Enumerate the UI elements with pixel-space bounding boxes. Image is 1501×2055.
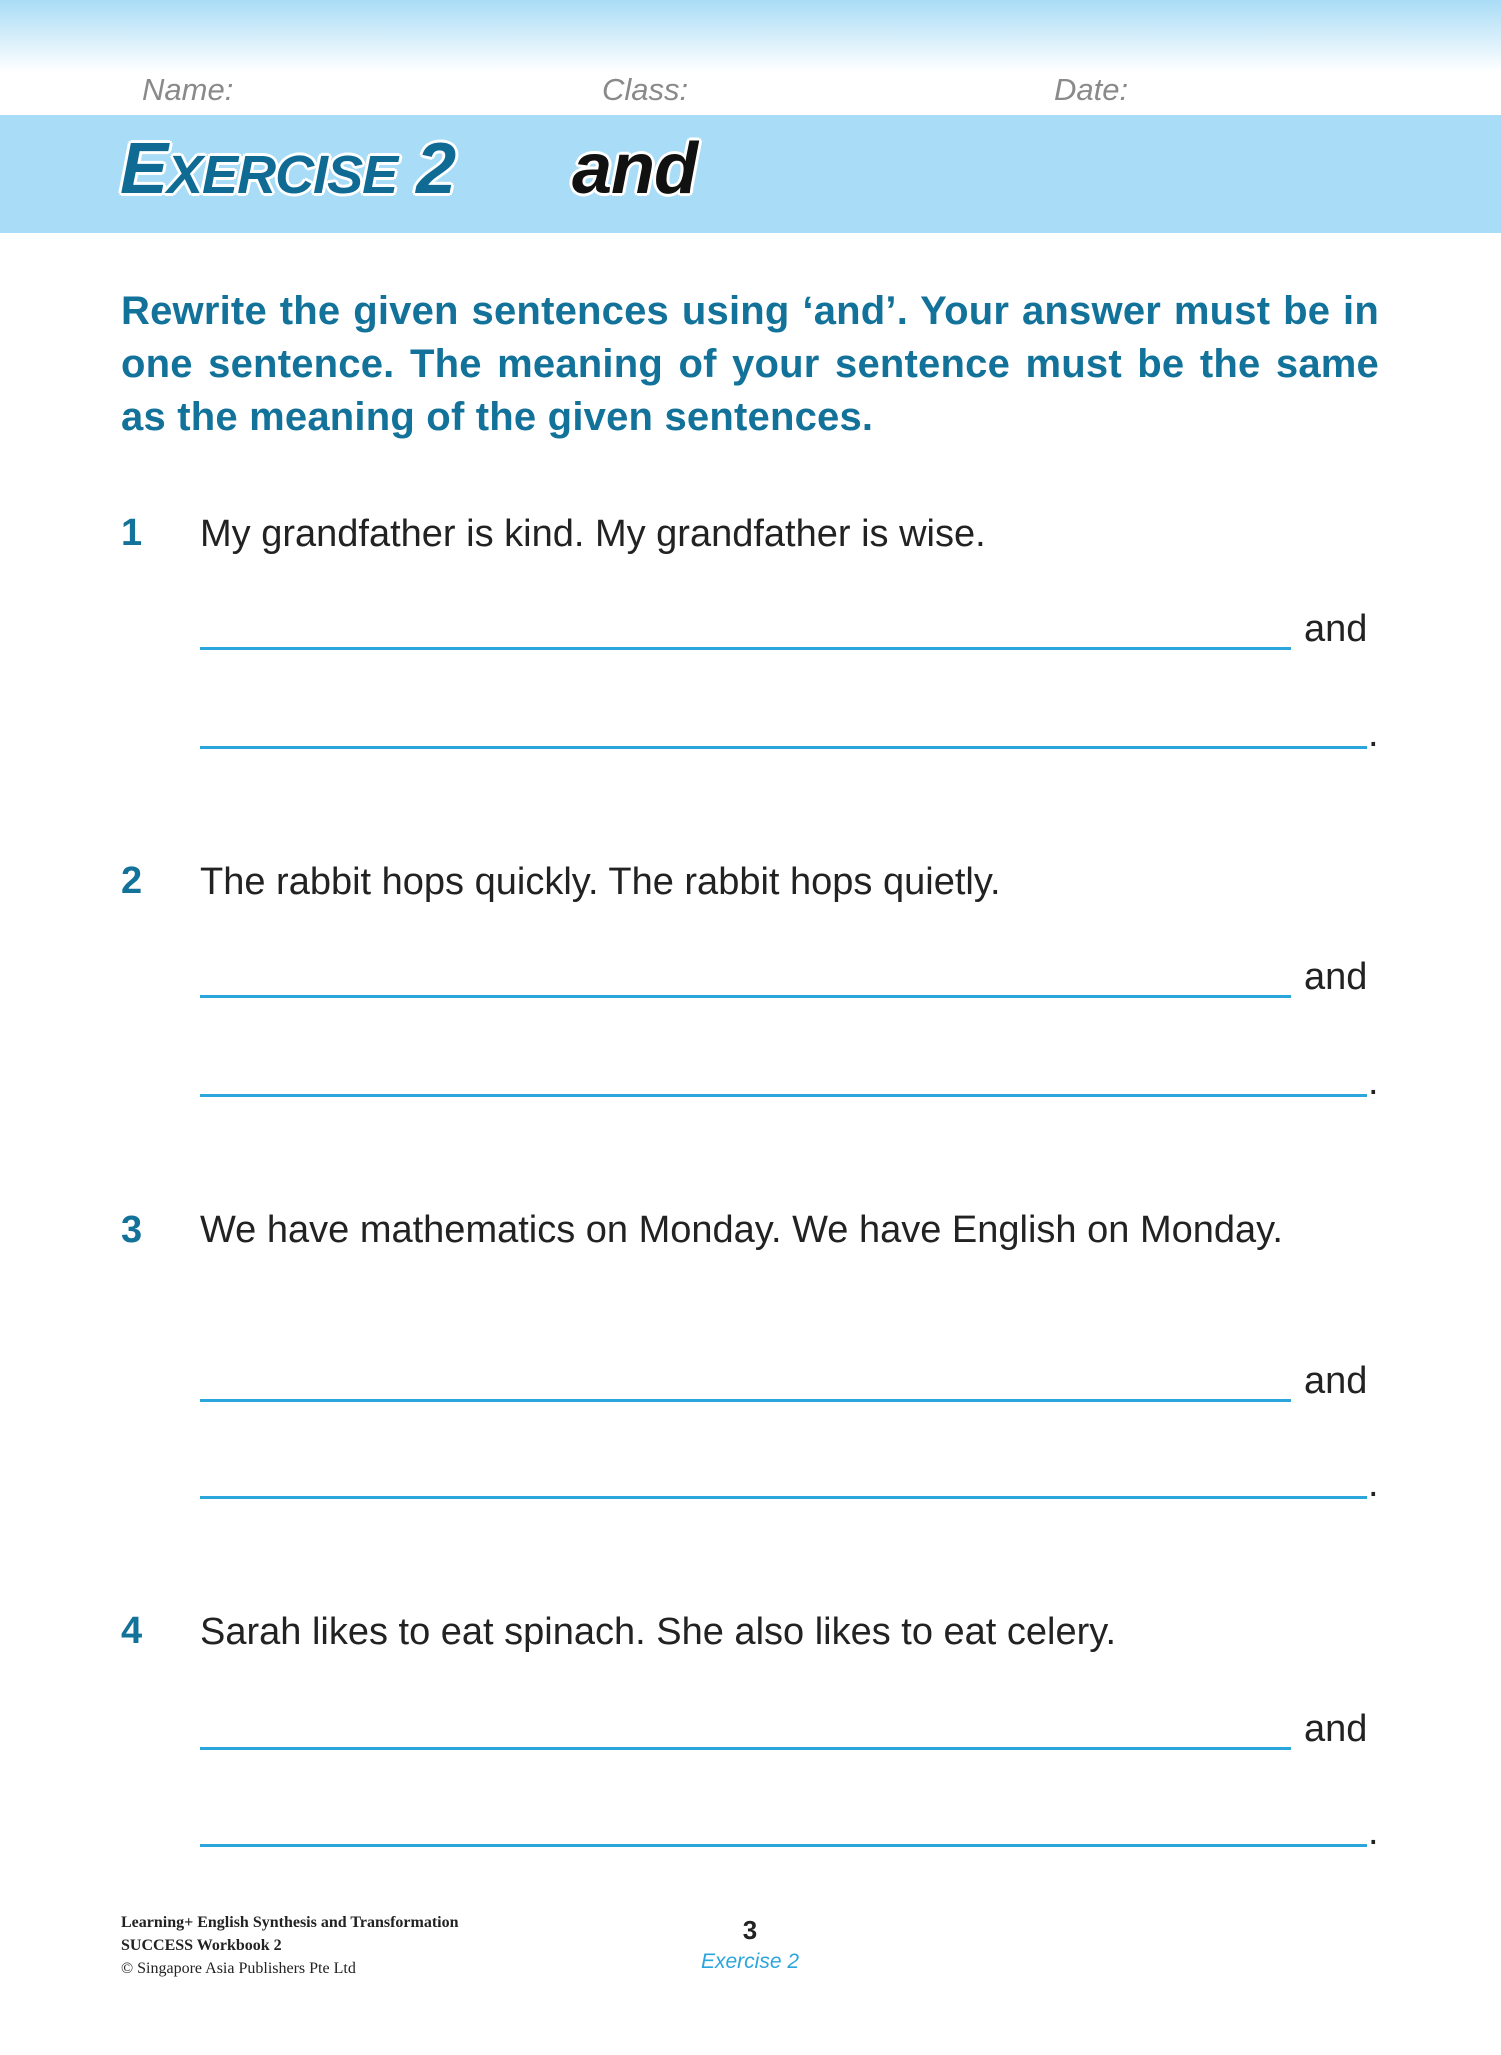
connector-and: and (1304, 1708, 1368, 1750)
copyright: © Singapore Asia Publishers Pte Ltd (121, 1960, 356, 1977)
answer-line-2[interactable] (200, 1094, 1367, 1097)
question-number: 1 (121, 512, 143, 554)
answer-line-1[interactable] (200, 1399, 1291, 1402)
full-stop: . (1368, 1811, 1379, 1853)
footer-section: Exercise 2 (700, 1950, 800, 1973)
question-text: We have mathematics on Monday. We have English on Monday. (200, 1209, 1283, 1251)
connector-and: and (1304, 956, 1368, 998)
title-rest: XERCISE (167, 145, 398, 205)
answer-line-1[interactable] (200, 647, 1291, 650)
book-subtitle: SUCCESS Workbook 2 (121, 1937, 282, 1954)
answer-line-2[interactable] (200, 746, 1367, 749)
footer-credits (121, 1911, 459, 1980)
question-text: The rabbit hops quickly. The rabbit hops quietly. (200, 861, 1001, 903)
question-number: 2 (121, 860, 143, 902)
question-number: 3 (121, 1209, 143, 1251)
full-stop: . (1368, 713, 1379, 755)
exercise-number: 2 (416, 129, 456, 209)
instructions: Rewrite the given sentences using ‘and’. Your answer must be in one sentence. The meaning of your sentence must be the same as the meaning of the given sentences. (121, 289, 1379, 439)
title-initial: E (120, 129, 168, 209)
question-text: Sarah likes to eat spinach. She also likes to eat celery. (200, 1611, 1117, 1653)
question-text: My grandfather is kind. My grandfather is wise. (200, 513, 986, 555)
exercise-title (120, 128, 455, 210)
header-gradient (0, 0, 1501, 72)
question-number: 4 (121, 1610, 143, 1652)
book-title: Learning+ English Synthesis and Transformation (121, 1914, 459, 1931)
answer-line-2[interactable] (200, 1496, 1367, 1499)
answer-line-1[interactable] (200, 995, 1291, 998)
name-label: Name: (142, 72, 234, 107)
connector-and: and (1304, 1360, 1368, 1402)
page-number: 3 (742, 1915, 758, 1945)
answer-line-1[interactable] (200, 1747, 1291, 1750)
connector-and: and (1304, 608, 1368, 650)
answer-line-2[interactable] (200, 1844, 1367, 1847)
full-stop: . (1368, 1061, 1379, 1103)
date-label: Date: (1054, 72, 1129, 107)
full-stop: . (1368, 1463, 1379, 1505)
exercise-topic: and (572, 129, 698, 209)
class-label: Class: (602, 72, 689, 107)
